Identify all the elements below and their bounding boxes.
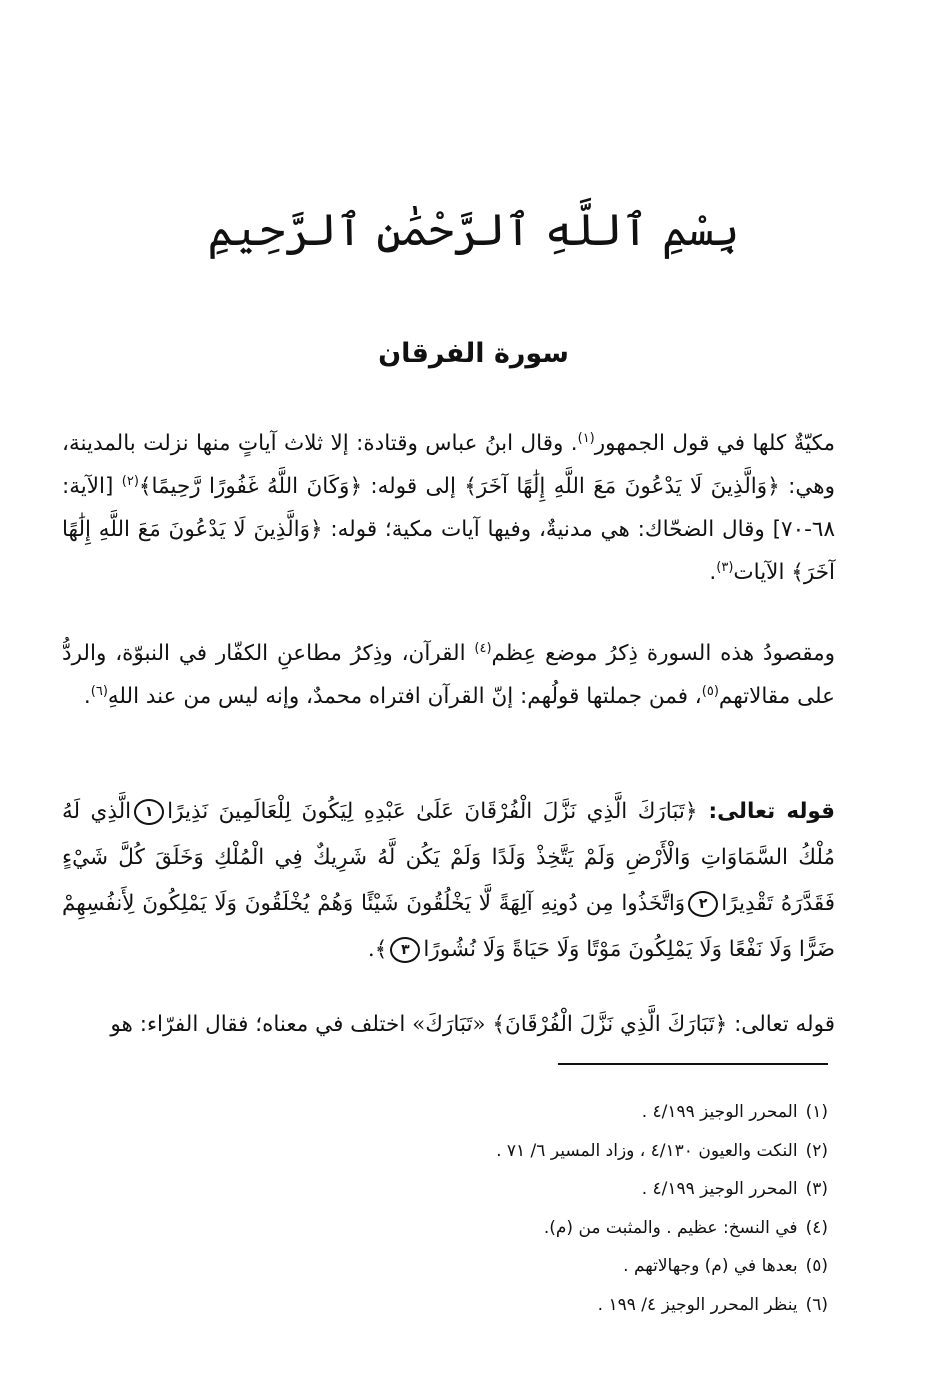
- intro-paragraph: [62, 422, 835, 594]
- commentary-quote: ﴿تَبَارَكَ الَّذِي نَزَّلَ الْفُرْقَانَ﴾: [492, 1012, 728, 1037]
- verse-lead: قوله تعالى:: [697, 799, 835, 824]
- footnote-item: [62, 1247, 828, 1286]
- footnote-item: [62, 1286, 828, 1325]
- commentary-paragraph: [62, 1003, 835, 1046]
- intro-text-5: الآيات: [733, 560, 792, 585]
- footnote-item: [62, 1093, 828, 1132]
- footnote-number: (٦): [805, 1294, 828, 1315]
- ayah-number-marker: ٢: [688, 891, 718, 917]
- footnote-text: المحرر الوجيز ٤/١٩٩ .: [641, 1102, 798, 1122]
- purpose-paragraph: [62, 632, 835, 718]
- footnote-number: (١): [805, 1102, 828, 1122]
- intro-text-6: .: [709, 560, 717, 585]
- footnote-number: (٤): [805, 1217, 828, 1238]
- ayah-number-marker: ١: [134, 799, 164, 825]
- intro-text-1: مكيّةٌ كلها في قول الجمهور: [594, 431, 835, 456]
- footnote-number: (٥): [805, 1256, 828, 1276]
- purpose-text-3: ، فمن جملتها قولُهم: إنّ القرآن افتراه محمدٌ، وإنه ليس من عند اللهِ: [107, 684, 702, 709]
- footnote-text: في النسخ: عظيم . والمثبت من (م).: [543, 1217, 798, 1238]
- verse-3: وَاتَّخَذُوا مِن دُونِهِ آلِهَةً لَّا يَخْلُقُونَ شَيْئًا وَهُمْ يُخْلَقُونَ وَلَا يَمْلِكُونَ لِأَنفُسِهِمْ ضَرًّا وَلَا نَفْعًا وَلَا يَمْلِكُونَ مَوْتًا وَلَا حَيَاةً وَلَا نُشُورًا: [62, 891, 835, 962]
- purpose-text-1: ومقصودُ هذه السورة ذِكرُ موضع عِظم: [491, 641, 835, 666]
- footnote-item: [62, 1209, 828, 1248]
- verse-block: [62, 789, 835, 973]
- footnote-item: [62, 1170, 828, 1209]
- footnote-ref-4[interactable]: (٤): [474, 640, 492, 656]
- footnote-item: [62, 1132, 828, 1171]
- quran-quote-1: ﴿وَالَّذِينَ لَا يَدْعُونَ مَعَ اللَّهِ إِلَٰهًا آخَرَ﴾: [464, 474, 780, 499]
- verse-1: ﴿تَبَارَكَ الَّذِي نَزَّلَ الْفُرْقَانَ عَلَىٰ عَبْدِهِ لِيَكُونَ لِلْعَالَمِينَ نَذِيرًا: [167, 799, 698, 824]
- footnote-number: (٣): [805, 1179, 828, 1199]
- intro-text-3: إلى قوله:: [362, 474, 465, 499]
- verse-2: الَّذِي لَهُ مُلْكُ السَّمَاوَاتِ وَالْأَرْضِ وَلَمْ يَتَّخِذْ وَلَدًا وَلَمْ يَكُن لَّهُ شَرِيكٌ فِي الْمُلْكِ وَخَلَقَ كُلَّ شَيْءٍ فَقَدَّرَهُ تَقْدِيرًا: [62, 799, 836, 916]
- footnote-ref-2[interactable]: (٢): [121, 473, 139, 489]
- footnote-text: النكت والعيون ٤/١٣٠ ، وزاد المسير ٦/ ٧١ .: [496, 1140, 798, 1161]
- intro-text-2: . وقال ابنُ عباس وقتادة: إلا ثلاث آياتٍ منها نزلت بالمدينة، وهي:: [62, 431, 835, 499]
- footnote-text: ينظر المحرر الوجيز ٤/ ١٩٩ .: [597, 1294, 798, 1315]
- footnote-separator: [558, 1063, 828, 1065]
- footnote-ref-5[interactable]: (٥): [701, 683, 719, 699]
- intro-text-4: [الآية: ٦٨-٧٠] وقال الضحّاك: هي مدنيةٌ، وفيها آيات مكية؛ قوله:: [62, 474, 835, 542]
- footnote-text: بعدها في (م) وجهالاتهم .: [623, 1256, 798, 1276]
- quran-quote-3: ﴿وَالَّذِينَ لَا يَدْعُونَ مَعَ اللَّهِ إِلَٰهًا آخَرَ﴾: [62, 517, 835, 585]
- commentary-text: اختلف في معناه؛ فقال الفرّاء: هو: [110, 1012, 406, 1037]
- verse-end: ﴾.: [367, 937, 388, 962]
- commentary-lead: قوله تعالى:: [727, 1012, 835, 1037]
- basmala-calligraphy: بِسْمِ ٱللَّهِ ٱلرَّحْمَٰنِ ٱلرَّحِيمِ: [207, 205, 740, 256]
- footnote-number: (٢): [805, 1140, 828, 1161]
- commentary-term: «تَبَارَكَ»: [405, 1012, 493, 1037]
- footnote-text: المحرر الوجيز ٤/١٩٩ .: [641, 1179, 798, 1199]
- purpose-text-2: القرآن، وذِكرُ مطاعنِ الكفّار في النبوّة، والردُّ على مقالاتهم: [62, 641, 835, 709]
- footnote-ref-3[interactable]: (٣): [716, 559, 734, 575]
- ayah-number-marker: ٣: [390, 937, 420, 963]
- quran-quote-2: ﴿وَكَانَ اللَّهُ غَفُورًا رَّحِيمًا﴾: [138, 474, 363, 499]
- footnote-ref-1[interactable]: (١): [577, 430, 595, 446]
- footnotes: [62, 1093, 828, 1324]
- purpose-text-4: .: [83, 684, 91, 709]
- surah-title: سورة الفرقان: [378, 338, 569, 369]
- footnote-ref-6[interactable]: (٦): [90, 683, 108, 699]
